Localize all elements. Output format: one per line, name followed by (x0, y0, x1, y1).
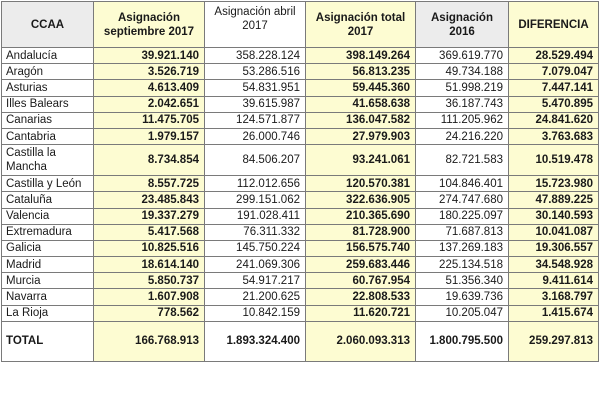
header-abr-2017: Asignación abril 2017 (205, 2, 306, 48)
cell-2016: 369.619.770 (416, 48, 509, 64)
cell-sep-2017: 19.337.279 (94, 208, 205, 224)
cell-2016: 71.687.813 (416, 224, 509, 240)
table-row (2, 305, 599, 321)
cell-sep-2017: 1.979.157 (94, 128, 205, 144)
total-label: TOTAL (2, 321, 94, 361)
cell-total-2017: 156.575.740 (306, 240, 416, 256)
table-row (2, 240, 599, 256)
cell-total-2017: 59.445.360 (306, 80, 416, 96)
cell-sep-2017: 2.042.651 (94, 96, 205, 112)
cell-abr-2017: 54.831.951 (205, 80, 306, 96)
cell-2016: 111.205.962 (416, 112, 509, 128)
cell-2016: 49.734.188 (416, 64, 509, 80)
cell-sep-2017: 39.921.140 (94, 48, 205, 64)
cell-abr-2017: 358.228.124 (205, 48, 306, 64)
cell-ccaa: Navarra (2, 289, 94, 305)
cell-sep-2017: 18.614.140 (94, 257, 205, 273)
cell-diferencia: 34.548.928 (509, 257, 599, 273)
cell-abr-2017: 84.506.207 (205, 145, 306, 176)
cell-diferencia: 19.306.557 (509, 240, 599, 256)
cell-abr-2017: 299.151.062 (205, 192, 306, 208)
table-row (2, 192, 599, 208)
cell-ccaa: La Rioja (2, 305, 94, 321)
cell-abr-2017: 39.615.987 (205, 96, 306, 112)
cell-abr-2017: 145.750.224 (205, 240, 306, 256)
cell-diferencia: 30.140.593 (509, 208, 599, 224)
cell-total-2017: 259.683.446 (306, 257, 416, 273)
cell-ccaa: Cataluña (2, 192, 94, 208)
table-row (2, 176, 599, 192)
header-2016: Asignación 2016 (416, 2, 509, 48)
cell-abr-2017: 112.012.656 (205, 176, 306, 192)
cell-ccaa: Illes Balears (2, 96, 94, 112)
cell-abr-2017: 21.200.625 (205, 289, 306, 305)
cell-abr-2017: 241.069.306 (205, 257, 306, 273)
cell-total-2017: 81.728.900 (306, 224, 416, 240)
table-body (2, 48, 599, 362)
cell-diferencia: 3.168.797 (509, 289, 599, 305)
cell-ccaa: Canarias (2, 112, 94, 128)
cell-2016: 19.639.736 (416, 289, 509, 305)
cell-diferencia: 1.415.674 (509, 305, 599, 321)
cell-ccaa: Galicia (2, 240, 94, 256)
cell-diferencia: 3.763.683 (509, 128, 599, 144)
cell-diferencia: 9.411.614 (509, 273, 599, 289)
cell-2016: 104.846.401 (416, 176, 509, 192)
cell-total-2017: 136.047.582 (306, 112, 416, 128)
table-row (2, 257, 599, 273)
cell-sep-2017: 778.562 (94, 305, 205, 321)
cell-abr-2017: 53.286.516 (205, 64, 306, 80)
cell-total-2017: 60.767.954 (306, 273, 416, 289)
cell-2016: 82.721.583 (416, 145, 509, 176)
cell-diferencia: 5.470.895 (509, 96, 599, 112)
header-ccaa: CCAA (2, 2, 94, 48)
cell-total-2017: 56.813.235 (306, 64, 416, 80)
header-diferencia: DIFERENCIA (509, 2, 599, 48)
table-row (2, 96, 599, 112)
cell-sep-2017: 3.526.719 (94, 64, 205, 80)
cell-total-2017: 120.570.381 (306, 176, 416, 192)
cell-total-2017: 322.636.905 (306, 192, 416, 208)
table-row (2, 208, 599, 224)
cell-diferencia: 7.447.141 (509, 80, 599, 96)
cell-diferencia: 47.889.225 (509, 192, 599, 208)
cell-total-2017: 11.620.721 (306, 305, 416, 321)
cell-sep-2017: 4.613.409 (94, 80, 205, 96)
cell-ccaa: Valencia (2, 208, 94, 224)
cell-ccaa: Castilla y León (2, 176, 94, 192)
cell-2016: 24.216.220 (416, 128, 509, 144)
cell-ccaa: Aragón (2, 64, 94, 80)
table-row (2, 128, 599, 144)
allocation-table (1, 1, 599, 362)
cell-abr-2017: 10.842.159 (205, 305, 306, 321)
cell-sep-2017: 1.607.908 (94, 289, 205, 305)
cell-sep-2017: 10.825.516 (94, 240, 205, 256)
cell-ccaa: Asturias (2, 80, 94, 96)
table-row (2, 145, 599, 176)
cell-abr-2017: 76.311.332 (205, 224, 306, 240)
table-row (2, 112, 599, 128)
table-row (2, 273, 599, 289)
cell-diferencia: 24.841.620 (509, 112, 599, 128)
cell-diferencia: 10.519.478 (509, 145, 599, 176)
cell-ccaa: Castilla la Mancha (2, 145, 94, 176)
cell-diferencia: 28.529.494 (509, 48, 599, 64)
total-cell-diferencia: 259.297.813 (509, 321, 599, 361)
cell-sep-2017: 23.485.843 (94, 192, 205, 208)
table-row (2, 80, 599, 96)
total-row (2, 321, 599, 361)
cell-ccaa: Murcia (2, 273, 94, 289)
table-row (2, 224, 599, 240)
cell-abr-2017: 54.917.217 (205, 273, 306, 289)
cell-2016: 274.747.680 (416, 192, 509, 208)
total-cell-2016: 1.800.795.500 (416, 321, 509, 361)
cell-2016: 137.269.183 (416, 240, 509, 256)
cell-total-2017: 93.241.061 (306, 145, 416, 176)
total-cell-abr-2017: 1.893.324.400 (205, 321, 306, 361)
cell-abr-2017: 124.571.877 (205, 112, 306, 128)
cell-sep-2017: 8.734.854 (94, 145, 205, 176)
cell-2016: 10.205.047 (416, 305, 509, 321)
header-total-2017: Asignación total 2017 (306, 2, 416, 48)
cell-ccaa: Cantabria (2, 128, 94, 144)
cell-sep-2017: 5.850.737 (94, 273, 205, 289)
cell-abr-2017: 26.000.746 (205, 128, 306, 144)
header-sep-2017: Asignación septiembre 2017 (94, 2, 205, 48)
cell-total-2017: 27.979.903 (306, 128, 416, 144)
cell-sep-2017: 8.557.725 (94, 176, 205, 192)
cell-2016: 36.187.743 (416, 96, 509, 112)
cell-ccaa: Andalucía (2, 48, 94, 64)
cell-ccaa: Madrid (2, 257, 94, 273)
cell-2016: 51.998.219 (416, 80, 509, 96)
cell-total-2017: 41.658.638 (306, 96, 416, 112)
table-row (2, 64, 599, 80)
cell-2016: 225.134.518 (416, 257, 509, 273)
header-row (2, 2, 599, 48)
cell-diferencia: 7.079.047 (509, 64, 599, 80)
table-row (2, 48, 599, 64)
cell-2016: 180.225.097 (416, 208, 509, 224)
cell-ccaa: Extremadura (2, 224, 94, 240)
cell-total-2017: 398.149.264 (306, 48, 416, 64)
cell-abr-2017: 191.028.411 (205, 208, 306, 224)
table-row (2, 289, 599, 305)
cell-total-2017: 210.365.690 (306, 208, 416, 224)
cell-total-2017: 22.808.533 (306, 289, 416, 305)
cell-sep-2017: 5.417.568 (94, 224, 205, 240)
total-cell-sep-2017: 166.768.913 (94, 321, 205, 361)
total-cell-total-2017: 2.060.093.313 (306, 321, 416, 361)
cell-diferencia: 15.723.980 (509, 176, 599, 192)
cell-2016: 51.356.340 (416, 273, 509, 289)
cell-diferencia: 10.041.087 (509, 224, 599, 240)
cell-sep-2017: 11.475.705 (94, 112, 205, 128)
